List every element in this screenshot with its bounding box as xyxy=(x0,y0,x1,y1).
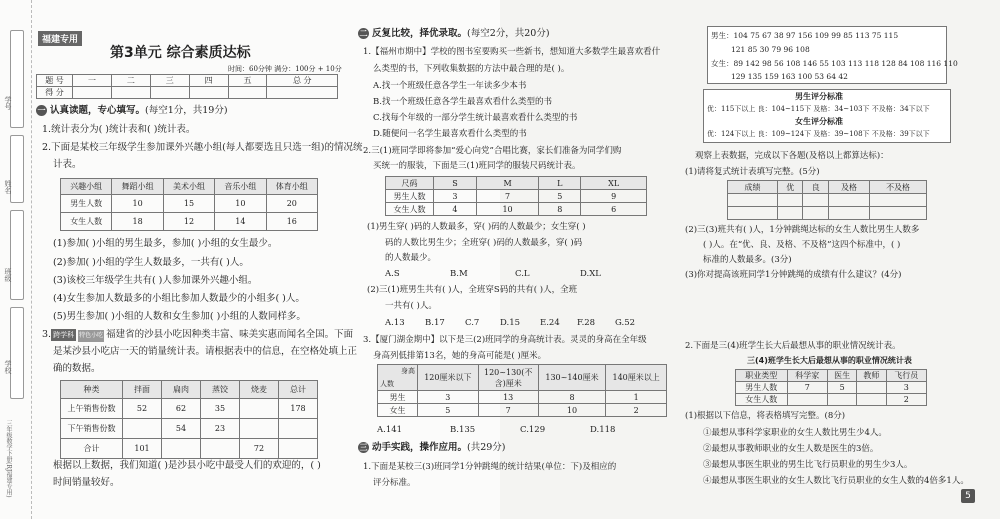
table-cell: 3 xyxy=(886,382,926,394)
table-header-row xyxy=(736,370,927,382)
table-row xyxy=(378,391,667,404)
section-points: (共29分) xyxy=(467,442,506,453)
blank-cell[interactable] xyxy=(803,194,828,207)
question-text: 评分标准。 xyxy=(373,478,416,488)
question-text: 观察上表数据，完成以下各题(及格以上都算达标)： xyxy=(695,151,889,161)
clue-text: ②最想从事教师职业的女生人数是医生的3倍。 xyxy=(703,444,879,454)
answer-option[interactable]: C.7 xyxy=(465,318,480,328)
table-row xyxy=(736,394,927,406)
table-cell: 16 xyxy=(266,213,317,231)
table-row xyxy=(728,207,927,220)
question-text: 买统一的服装，下面是三(1)班同学的服装尺码统计表。 xyxy=(373,161,581,171)
table-header-row xyxy=(378,365,667,391)
table-cell: 10 xyxy=(476,203,538,216)
blank-cell[interactable] xyxy=(201,439,240,459)
table-cell: 8 xyxy=(538,391,606,404)
blank-cell[interactable] xyxy=(828,207,869,220)
table-cell: 女生人数 xyxy=(61,213,112,231)
question-text: 是某沙县小吃店一天的销量统计表。请根据表中的信息，在空格处填上正 xyxy=(53,346,358,357)
table-cell: 20 xyxy=(266,195,317,213)
option-b[interactable]: B.找一个班级任意各学生最喜欢看什么类型的书 xyxy=(373,97,552,107)
table-cell: 7 xyxy=(478,404,538,417)
school-label: 学校 xyxy=(4,360,12,374)
right-column xyxy=(685,0,995,519)
answer-option[interactable]: B.135 xyxy=(450,425,476,435)
table-cell: 下午销售份数 xyxy=(61,419,123,439)
region-badge: 福建专用 xyxy=(38,31,82,46)
header-cell: 体育小组 xyxy=(266,179,317,195)
blank-cell[interactable] xyxy=(778,194,803,207)
table-cell: 3 xyxy=(434,190,477,203)
table-row xyxy=(61,195,318,213)
blank-cell[interactable] xyxy=(728,207,778,220)
table-cell: 男生人数 xyxy=(386,190,434,203)
question-text: 标准的人数最多。(3分) xyxy=(703,255,792,265)
blank-cell[interactable] xyxy=(240,399,279,419)
question-text: 确的数据。 xyxy=(53,363,101,374)
clue-text: ①最想从事科学家职业的女生人数比男生少4人。 xyxy=(703,428,887,438)
question-text xyxy=(42,329,353,342)
score-input[interactable] xyxy=(189,87,228,99)
table-cell: 13 xyxy=(478,391,538,404)
table-row xyxy=(736,382,927,394)
header-cell: 总计 xyxy=(279,381,318,399)
table-cell: 101 xyxy=(123,439,162,459)
boy-standard: 优：115下以上 良：104~115下 及格：34~103下 不及格：34下以下 xyxy=(707,105,930,113)
blank-cell[interactable] xyxy=(162,439,201,459)
question-text: 3.【厦门湖金期中】以下是三(2)班同学的身高统计表。灵灵的身高在全年级 xyxy=(363,335,647,345)
book-title: 三年级数学下册(RJ福建专用) xyxy=(5,420,12,498)
table-cell: 1 xyxy=(606,391,667,404)
header-cell: 种类 xyxy=(61,381,123,399)
header-cell: 教师 xyxy=(857,370,886,382)
corner-header-cell xyxy=(378,365,418,391)
answer-option[interactable]: A.S xyxy=(385,269,400,279)
blank-cell[interactable] xyxy=(279,419,318,439)
header-cell: 医生 xyxy=(828,370,857,382)
table-cell: 6 xyxy=(581,203,647,216)
score-cell: 四 xyxy=(189,75,228,87)
question-text: 码的人数比男生少；全班穿( )码的人数最多，穿( )码 xyxy=(385,238,583,248)
table-cell: 10 xyxy=(112,195,163,213)
question-text: (2)参加( )小组的学生人数最多，一共有( )人。 xyxy=(53,257,249,268)
header-cell: 飞行员 xyxy=(886,370,926,382)
question-text: (2)三(1)班男生共有( )人，全班穿S码的共有( )人，全班 xyxy=(367,285,578,295)
girl-standard: 优：124下以上 良：109~124下 及格：39~108下 不及格：39下以下 xyxy=(707,130,930,138)
header-cell: L xyxy=(539,177,581,190)
section-points: (每空1分，共19分) xyxy=(145,105,228,116)
score-input[interactable] xyxy=(150,87,189,99)
girl-data-row xyxy=(711,58,958,70)
score-cell: 五 xyxy=(228,75,267,87)
question-text: 计表。 xyxy=(53,159,82,170)
table-row xyxy=(728,194,927,207)
header-cell: 扁肉 xyxy=(162,381,201,399)
blank-cell[interactable] xyxy=(279,439,318,459)
score-table-row xyxy=(37,75,338,87)
table-row xyxy=(386,190,647,203)
header-cell: 140厘米以上 xyxy=(606,365,667,391)
table-header-row xyxy=(728,181,927,194)
answer-option[interactable]: D.118 xyxy=(590,425,616,435)
header-cell: 尺码 xyxy=(386,177,434,190)
section-3-header xyxy=(358,442,506,454)
table-cell: 男生人数 xyxy=(61,195,112,213)
career-table xyxy=(735,369,927,406)
answer-option[interactable]: A.141 xyxy=(377,425,403,435)
header-cell: 成绩 xyxy=(728,181,778,194)
score-cell: 三 xyxy=(150,75,189,87)
score-cell: 总 分 xyxy=(267,75,338,87)
section-title: 动手实践，操作应用。 xyxy=(372,442,468,453)
header-cell: 130~140厘米 xyxy=(538,365,606,391)
score-cell: 一 xyxy=(73,75,112,87)
header-cell: S xyxy=(434,177,477,190)
answer-option[interactable]: F.28 xyxy=(577,318,596,328)
answer-option[interactable]: C.129 xyxy=(520,425,546,435)
table-cell: 女生 xyxy=(378,404,418,417)
header-cell: 不及格 xyxy=(870,181,927,194)
table-cell: 5 xyxy=(828,382,857,394)
header-cell: 科学家 xyxy=(787,370,827,382)
score-input[interactable] xyxy=(111,87,150,99)
blank-cell[interactable] xyxy=(870,194,927,207)
table-cell: 2 xyxy=(886,394,926,406)
table-header-row xyxy=(61,381,318,399)
table-cell: 2 xyxy=(606,404,667,417)
name-label: 姓名 xyxy=(4,180,12,194)
table-row xyxy=(61,213,318,231)
rope-skipping-table xyxy=(727,180,927,220)
option-c[interactable]: C.找每个年级的一部分学生统计最喜欢看什么类型的书 xyxy=(373,113,578,123)
question-text: (3)该校三年级学生共有( )人参加课外兴趣小组。 xyxy=(53,275,258,286)
header-cell: 美术小组 xyxy=(163,179,214,195)
table-cell: 4 xyxy=(434,203,477,216)
section-number: 三 xyxy=(359,443,368,452)
table-cell: 18 xyxy=(112,213,163,231)
question-text: 根据以上数据，我们知道( )是沙县小吃中最受人们的欢迎的，( ) xyxy=(53,460,321,471)
blank-cell[interactable] xyxy=(240,419,279,439)
corner-top: 身高 xyxy=(401,367,415,375)
page-title: 第3单元 综合素质达标 xyxy=(110,45,251,61)
table-row xyxy=(378,404,667,417)
clue-text: ④最想从事医生职业的女生人数比飞行员职业的女生人数的4倍多1人。 xyxy=(703,476,969,486)
table-cell: 女生人数 xyxy=(736,394,788,406)
question-text: 么类型的书，下列收集数据的方法中最合理的是( )。 xyxy=(373,64,570,74)
table-cell: 8 xyxy=(539,203,581,216)
boy-data-row: 121 85 30 79 96 108 xyxy=(731,45,810,54)
table-cell: 12 xyxy=(163,213,214,231)
question-text: (1)男生穿( )码的人数最多，穿( )码的人数最少；女生穿( ) xyxy=(367,222,586,232)
table-cell: 男生 xyxy=(378,391,418,404)
section-title: 反复比较，择优录取。 xyxy=(372,28,468,39)
section-number: 二 xyxy=(359,29,368,38)
table-cell: 178 xyxy=(279,399,318,419)
score-cell: 得 分 xyxy=(37,87,73,99)
clue-text: ③最想从事医生职业的男生比飞行员职业的男生少3人。 xyxy=(703,460,913,470)
section-number: 一 xyxy=(37,106,46,115)
header-cell: 烧麦 xyxy=(240,381,279,399)
blank-cell[interactable] xyxy=(870,207,927,220)
student-id-label: 学号 xyxy=(4,96,12,110)
score-cell: 题 号 xyxy=(37,75,73,87)
question-text: (2)三(3)班共有( )人，1分钟跳绳达标的女生人数比男生人数多 xyxy=(685,225,920,235)
answer-area[interactable] xyxy=(703,284,973,334)
table-cell: 62 xyxy=(162,399,201,419)
class-field[interactable] xyxy=(10,210,24,300)
table-cell: 上午销售份数 xyxy=(61,399,123,419)
answer-option[interactable]: B.M xyxy=(450,269,468,279)
score-table xyxy=(36,74,338,99)
table-header-row xyxy=(61,179,318,195)
question-text: 时间销量较好。 xyxy=(53,477,120,488)
student-id-field[interactable] xyxy=(10,30,24,128)
header-cell: 良 xyxy=(803,181,828,194)
blank-cell[interactable] xyxy=(857,394,886,406)
answer-option[interactable]: B.17 xyxy=(425,318,445,328)
score-input[interactable] xyxy=(228,87,267,99)
score-cell: 二 xyxy=(111,75,150,87)
data-values: 89 142 98 56 108 146 55 103 113 118 128 84 108 116 110 xyxy=(733,59,958,68)
answer-option[interactable]: C.L xyxy=(515,269,530,279)
header-cell: 舞蹈小组 xyxy=(112,179,163,195)
table-cell: 3 xyxy=(418,391,479,404)
header-cell: 音乐小组 xyxy=(215,179,266,195)
blank-cell[interactable] xyxy=(123,419,162,439)
height-table xyxy=(377,364,667,417)
table-cell: 14 xyxy=(215,213,266,231)
table-cell: 女生人数 xyxy=(386,203,434,216)
header-cell: 及格 xyxy=(828,181,869,194)
answer-option[interactable]: D.XL xyxy=(580,269,601,279)
option-a[interactable]: A.找一个班级任意各学生一年读多少本书 xyxy=(373,81,527,91)
table-header-row xyxy=(386,177,647,190)
header-cell: XL xyxy=(581,177,647,190)
blank-cell[interactable] xyxy=(787,394,827,406)
question-text: 2.下面是某校三年级学生参加课外兴趣小组(每人都要选且只选一组)的情况统 xyxy=(42,142,363,153)
header-cell: 拌面 xyxy=(123,381,162,399)
blank-cell[interactable] xyxy=(803,207,828,220)
question-body: 福建省的沙县小吃因种类丰富、味美实惠而闻名全国。下面 xyxy=(106,329,354,340)
table-row xyxy=(61,419,318,439)
header-cell: M xyxy=(476,177,538,190)
question-text: 2.三(1)班同学即将参加“爱心向党”合唱比赛，家长们准备为同学们购 xyxy=(363,146,622,156)
table-cell: 9 xyxy=(581,190,647,203)
question-text: (3)你对提高该班同学1分钟跳绳的成绩有什么建议？(4分) xyxy=(685,270,902,280)
snack-tag: 特色小吃 xyxy=(78,330,104,342)
table-cell: 男生人数 xyxy=(736,382,788,394)
table-cell: 10 xyxy=(215,195,266,213)
answer-option[interactable]: E.24 xyxy=(540,318,560,328)
question-text: (1)根据以下信息，将表格填写完整。(8分) xyxy=(685,411,846,421)
header-cell: 120~130(不含)厘米 xyxy=(478,365,538,391)
question-text: (4)女生参加人数最多的小组比参加人数最少的小组多( )人。 xyxy=(53,293,305,304)
table-row xyxy=(61,439,318,459)
question-text: 身高列低排第13名，她的身高可能是( )厘米。 xyxy=(373,351,547,361)
snack-sales-table xyxy=(60,380,318,459)
section-1-header xyxy=(36,105,228,117)
girl-data-row: 129 135 159 163 100 53 64 42 xyxy=(731,72,848,81)
score-table-row xyxy=(37,87,338,99)
class-label: 班级 xyxy=(4,268,12,282)
table-cell: 72 xyxy=(240,439,279,459)
score-input[interactable] xyxy=(267,87,338,99)
header-cell: 蒸饺 xyxy=(201,381,240,399)
table-cell: 35 xyxy=(201,399,240,419)
boy-data-row xyxy=(711,30,898,42)
table-cell: 7 xyxy=(787,382,827,394)
section-title: 认真读题，专心填写。 xyxy=(50,105,146,116)
table-cell: 52 xyxy=(123,399,162,419)
exam-meta: 时间：60分钟 满分：100分 + 10分 xyxy=(228,65,342,73)
question-text: 1.【福州市期中】学校的图书室要购买一些新书，想知道大多数学生最喜欢看什 xyxy=(363,47,661,57)
boy-standard-title: 男生评分标准 xyxy=(795,92,843,101)
blank-cell[interactable] xyxy=(828,394,857,406)
school-field[interactable] xyxy=(10,307,24,399)
interest-group-table xyxy=(60,178,318,231)
row-label: 男生： xyxy=(711,31,734,40)
interdisciplinary-tag: 跨学科 xyxy=(53,331,75,339)
header-cell: 兴趣小组 xyxy=(61,179,112,195)
question-text: 2.下面是三(4)班学生长大后最想从事的职业情况统计表。 xyxy=(685,341,901,351)
answer-option[interactable]: D.15 xyxy=(500,318,521,328)
table-cell: 7 xyxy=(476,190,538,203)
question-text: 的人数最少。 xyxy=(385,253,437,263)
question-text: 一共有( )人。 xyxy=(385,301,437,311)
question-text: (5)男生参加( )小组的人数和女生参加( )小组的人数同样多。 xyxy=(53,311,306,322)
answer-option[interactable]: A.13 xyxy=(385,318,405,328)
option-d[interactable]: D.随便问一名学生最喜欢看什么类型的书 xyxy=(373,129,527,139)
header-cell: 职业类型 xyxy=(736,370,788,382)
table-cell: 5 xyxy=(539,190,581,203)
question-text: 1.下面是某校三(3)班同学1分钟跳绳的统计结果(单位：下)及相应的 xyxy=(363,462,617,472)
score-input[interactable] xyxy=(73,87,112,99)
table-row xyxy=(386,203,647,216)
table-cell: 合计 xyxy=(61,439,123,459)
corner-bottom: 人数 xyxy=(380,380,394,388)
section-points: (每空2分，共20分) xyxy=(467,28,550,39)
table-title: 三(4)班学生长大后最想从事的职业情况统计表 xyxy=(747,356,912,365)
question-number: 3. xyxy=(42,329,52,340)
table-cell: 23 xyxy=(201,419,240,439)
clothing-size-table xyxy=(385,176,647,216)
table-cell: 5 xyxy=(418,404,479,417)
blank-cell[interactable] xyxy=(728,194,778,207)
table-row xyxy=(61,399,318,419)
blank-cell[interactable] xyxy=(778,207,803,220)
question-text: (1)请将复式统计表填写完整。(5分) xyxy=(685,167,820,177)
middle-column xyxy=(355,0,695,519)
header-cell: 120厘米以下 xyxy=(418,365,479,391)
question-text: 1.统计表分为( )统计表和( )统计表。 xyxy=(42,124,196,135)
data-values: 104 75 67 38 97 156 109 99 85 113 75 115 xyxy=(733,31,899,40)
blank-cell[interactable] xyxy=(828,194,869,207)
question-text: ( )人。在“优、良、及格、不及格”这四个标准中，( ) xyxy=(703,240,901,250)
row-label: 女生： xyxy=(711,59,734,68)
table-cell: 15 xyxy=(163,195,214,213)
page-number: 5 xyxy=(961,489,975,503)
table-cell: 10 xyxy=(538,404,606,417)
answer-option[interactable]: G.52 xyxy=(615,318,636,328)
table-cell: 54 xyxy=(162,419,201,439)
header-cell: 优 xyxy=(778,181,803,194)
girl-standard-title: 女生评分标准 xyxy=(795,117,843,126)
question-text: (1)参加( )小组的男生最多，参加( )小组的女生最少。 xyxy=(53,238,278,249)
blank-cell[interactable] xyxy=(857,382,886,394)
